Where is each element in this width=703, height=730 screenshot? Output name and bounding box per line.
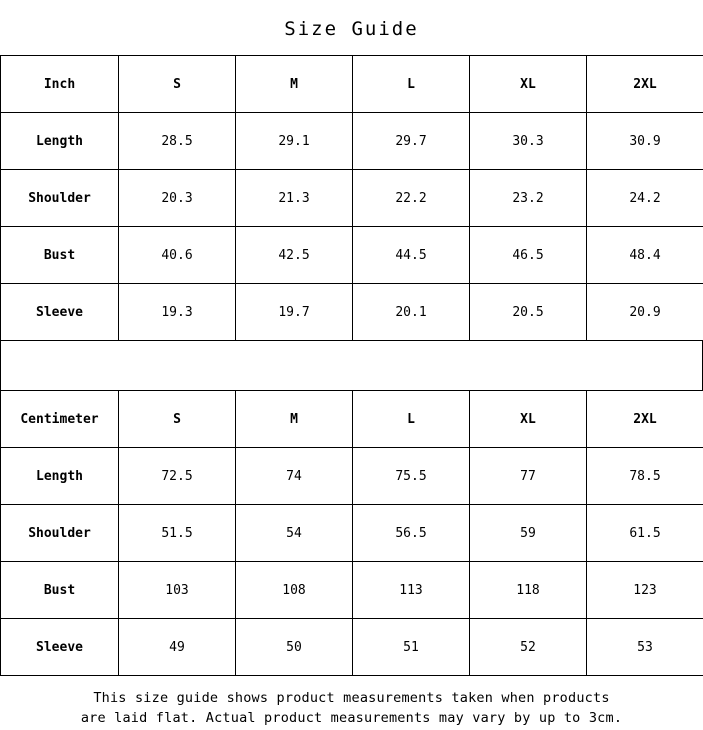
cell-length-xl: 77 — [470, 448, 587, 505]
cell-sleeve-m: 19.7 — [236, 284, 353, 341]
unit-label-inch: Inch — [1, 56, 119, 113]
column-header-xl: XL — [470, 391, 587, 448]
cell-shoulder-l: 22.2 — [353, 170, 470, 227]
cell-length-2xl: 78.5 — [587, 448, 703, 505]
table-row — [1, 170, 703, 227]
row-label-bust: Bust — [1, 227, 119, 284]
column-header-l: L — [353, 391, 470, 448]
cell-shoulder-xl: 23.2 — [470, 170, 587, 227]
cell-length-m: 74 — [236, 448, 353, 505]
centimeter-size-table — [0, 390, 703, 676]
row-label-shoulder: Shoulder — [1, 505, 119, 562]
cell-shoulder-2xl: 24.2 — [587, 170, 703, 227]
column-header-xl: XL — [470, 56, 587, 113]
cell-length-s: 72.5 — [119, 448, 236, 505]
note-line-2: are laid flat. Actual product measurements may vary by up to 3cm. — [80, 710, 623, 726]
cell-bust-m: 108 — [236, 562, 353, 619]
row-label-sleeve: Sleeve — [1, 619, 119, 676]
cell-shoulder-s: 20.3 — [119, 170, 236, 227]
table-row — [1, 113, 703, 170]
cell-bust-2xl: 48.4 — [587, 227, 703, 284]
cell-sleeve-2xl: 20.9 — [587, 284, 703, 341]
table-row — [1, 505, 703, 562]
table-row — [1, 227, 703, 284]
cell-bust-s: 103 — [119, 562, 236, 619]
cell-length-xl: 30.3 — [470, 113, 587, 170]
table-row — [1, 448, 703, 505]
cell-shoulder-2xl: 61.5 — [587, 505, 703, 562]
cell-bust-l: 113 — [353, 562, 470, 619]
table-row — [1, 562, 703, 619]
row-label-length: Length — [1, 448, 119, 505]
cell-sleeve-xl: 52 — [470, 619, 587, 676]
cell-length-m: 29.1 — [236, 113, 353, 170]
note-line-1: This size guide shows product measurements taken when products — [93, 690, 610, 706]
cell-sleeve-l: 20.1 — [353, 284, 470, 341]
cell-sleeve-l: 51 — [353, 619, 470, 676]
row-label-bust: Bust — [1, 562, 119, 619]
cell-sleeve-m: 50 — [236, 619, 353, 676]
column-header-2xl: 2XL — [587, 391, 703, 448]
cell-shoulder-l: 56.5 — [353, 505, 470, 562]
cell-sleeve-2xl: 53 — [587, 619, 703, 676]
column-header-s: S — [119, 56, 236, 113]
cell-shoulder-s: 51.5 — [119, 505, 236, 562]
row-label-sleeve: Sleeve — [1, 284, 119, 341]
table-row — [1, 284, 703, 341]
cell-sleeve-s: 49 — [119, 619, 236, 676]
table-header-row — [1, 56, 703, 113]
cell-sleeve-xl: 20.5 — [470, 284, 587, 341]
cell-length-s: 28.5 — [119, 113, 236, 170]
column-header-2xl: 2XL — [587, 56, 703, 113]
cell-bust-m: 42.5 — [236, 227, 353, 284]
page-title: Size Guide — [284, 18, 419, 40]
cell-bust-2xl: 123 — [587, 562, 703, 619]
cell-length-l: 75.5 — [353, 448, 470, 505]
cell-sleeve-s: 19.3 — [119, 284, 236, 341]
cell-bust-s: 40.6 — [119, 227, 236, 284]
inch-size-table — [0, 55, 703, 341]
cell-bust-xl: 46.5 — [470, 227, 587, 284]
column-header-m: M — [236, 56, 353, 113]
cell-bust-xl: 118 — [470, 562, 587, 619]
row-label-shoulder: Shoulder — [1, 170, 119, 227]
column-header-s: S — [119, 391, 236, 448]
column-header-l: L — [353, 56, 470, 113]
cell-bust-l: 44.5 — [353, 227, 470, 284]
unit-label-centimeter: Centimeter — [1, 391, 119, 448]
row-label-length: Length — [1, 113, 119, 170]
column-header-m: M — [236, 391, 353, 448]
cell-length-2xl: 30.9 — [587, 113, 703, 170]
table-separator — [0, 341, 703, 390]
cell-shoulder-m: 54 — [236, 505, 353, 562]
cell-length-l: 29.7 — [353, 113, 470, 170]
cell-shoulder-xl: 59 — [470, 505, 587, 562]
table-header-row — [1, 391, 703, 448]
table-row — [1, 619, 703, 676]
size-guide-note — [0, 676, 703, 728]
cell-shoulder-m: 21.3 — [236, 170, 353, 227]
